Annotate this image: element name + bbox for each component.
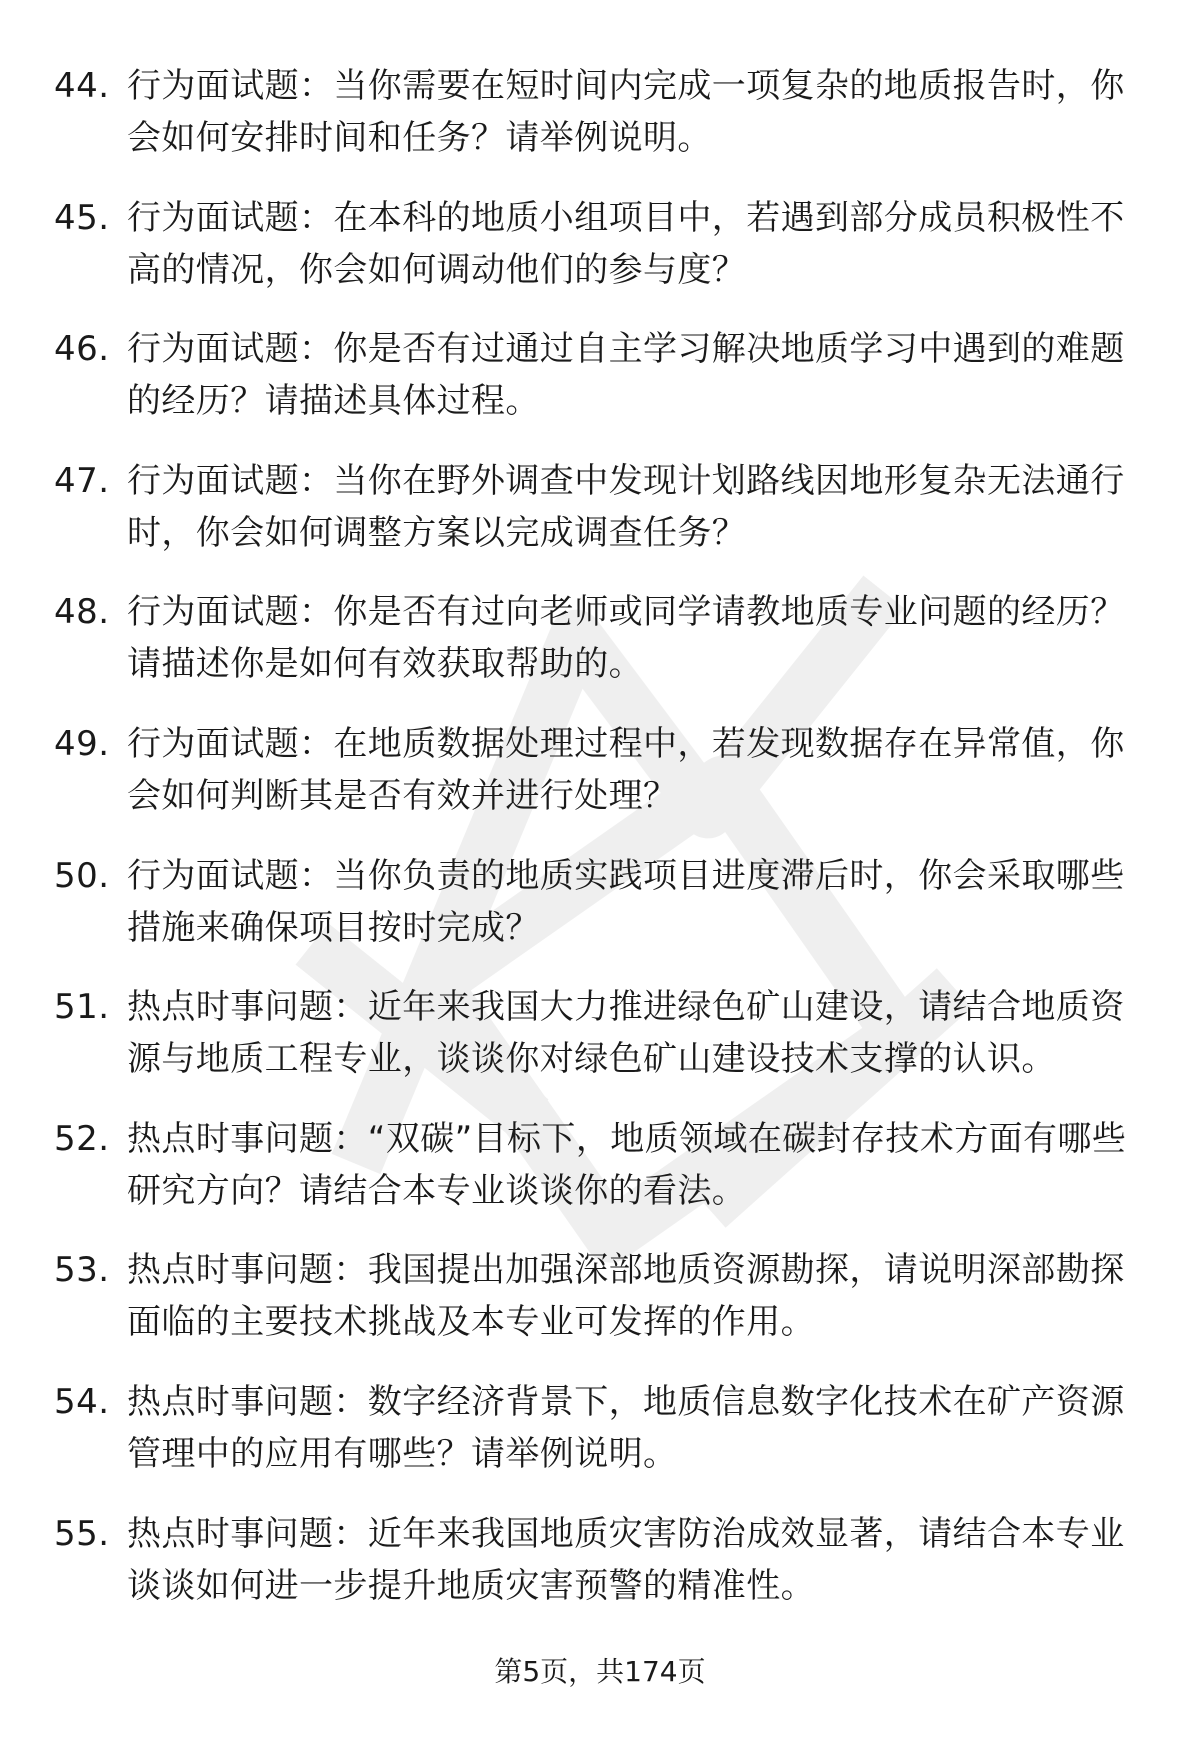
list-item	[54, 1376, 1154, 1508]
list-item	[54, 1113, 1154, 1245]
question-number: 47.	[54, 460, 110, 501]
question-text: 行为面试题：当你负责的地质实践项目进度滞后时，你会采取哪些措施来确保项目按时完成？	[127, 855, 1125, 948]
list-item	[54, 455, 1154, 587]
question-number: 45.	[54, 197, 110, 238]
question-number: 50.	[54, 855, 110, 896]
question-text: 行为面试题：在本科的地质小组项目中，若遇到部分成员积极性不高的情况，你会如何调动他们的参与度？	[127, 197, 1125, 290]
list-item	[54, 192, 1154, 324]
question-number: 55.	[54, 1513, 110, 1554]
list-item	[54, 1244, 1154, 1376]
question-number: 51.	[54, 987, 110, 1028]
list-item	[54, 718, 1154, 850]
list-item	[54, 60, 1154, 192]
list-item	[54, 1508, 1154, 1640]
question-text: 热点时事问题：我国提出加强深部地质资源勘探，请说明深部勘探面临的主要技术挑战及本专业可发挥的作用。	[127, 1250, 1125, 1343]
question-number: 52.	[54, 1118, 110, 1159]
question-number: 46.	[54, 329, 110, 370]
list-item	[54, 586, 1154, 718]
question-text: 行为面试题：在地质数据处理过程中，若发现数据存在异常值，你会如何判断其是否有效并进行处理？	[127, 723, 1125, 816]
list-item	[54, 850, 1154, 982]
question-text: 热点时事问题：“双碳”目标下，地质领域在碳封存技术方面有哪些研究方向？请结合本专业谈谈你的看法。	[127, 1118, 1127, 1211]
question-text: 行为面试题：当你在野外调查中发现计划路线因地形复杂无法通行时，你会如何调整方案以完成调查任务？	[127, 460, 1125, 553]
list-item	[54, 981, 1154, 1113]
question-number: 54.	[54, 1381, 110, 1422]
question-number: 49.	[54, 723, 110, 764]
question-list	[54, 60, 1154, 1639]
page-footer: 第5页，共174页	[494, 1655, 706, 1688]
question-text: 行为面试题：你是否有过向老师或同学请教地质专业问题的经历？请描述你是如何有效获取帮助的。	[127, 592, 1125, 685]
question-number: 44.	[54, 66, 110, 106]
question-text: 行为面试题：当你需要在短时间内完成一项复杂的地质报告时，你会如何安排时间和任务？请举例说明。	[127, 66, 1125, 158]
question-text: 行为面试题：你是否有过通过自主学习解决地质学习中遇到的难题的经历？请描述具体过程。	[127, 329, 1125, 422]
question-text: 热点时事问题：近年来我国大力推进绿色矿山建设，请结合地质资源与地质工程专业，谈谈你对绿色矿山建设技术支撑的认识。	[127, 987, 1125, 1080]
list-item	[54, 323, 1154, 455]
question-number: 48.	[54, 592, 110, 633]
question-text: 热点时事问题：数字经济背景下，地质信息数字化技术在矿产资源管理中的应用有哪些？请举例说明。	[127, 1381, 1125, 1474]
question-number: 53.	[54, 1250, 110, 1291]
question-text: 热点时事问题：近年来我国地质灾害防治成效显著，请结合本专业谈谈如何进一步提升地质灾害预警的精准性。	[127, 1513, 1125, 1606]
